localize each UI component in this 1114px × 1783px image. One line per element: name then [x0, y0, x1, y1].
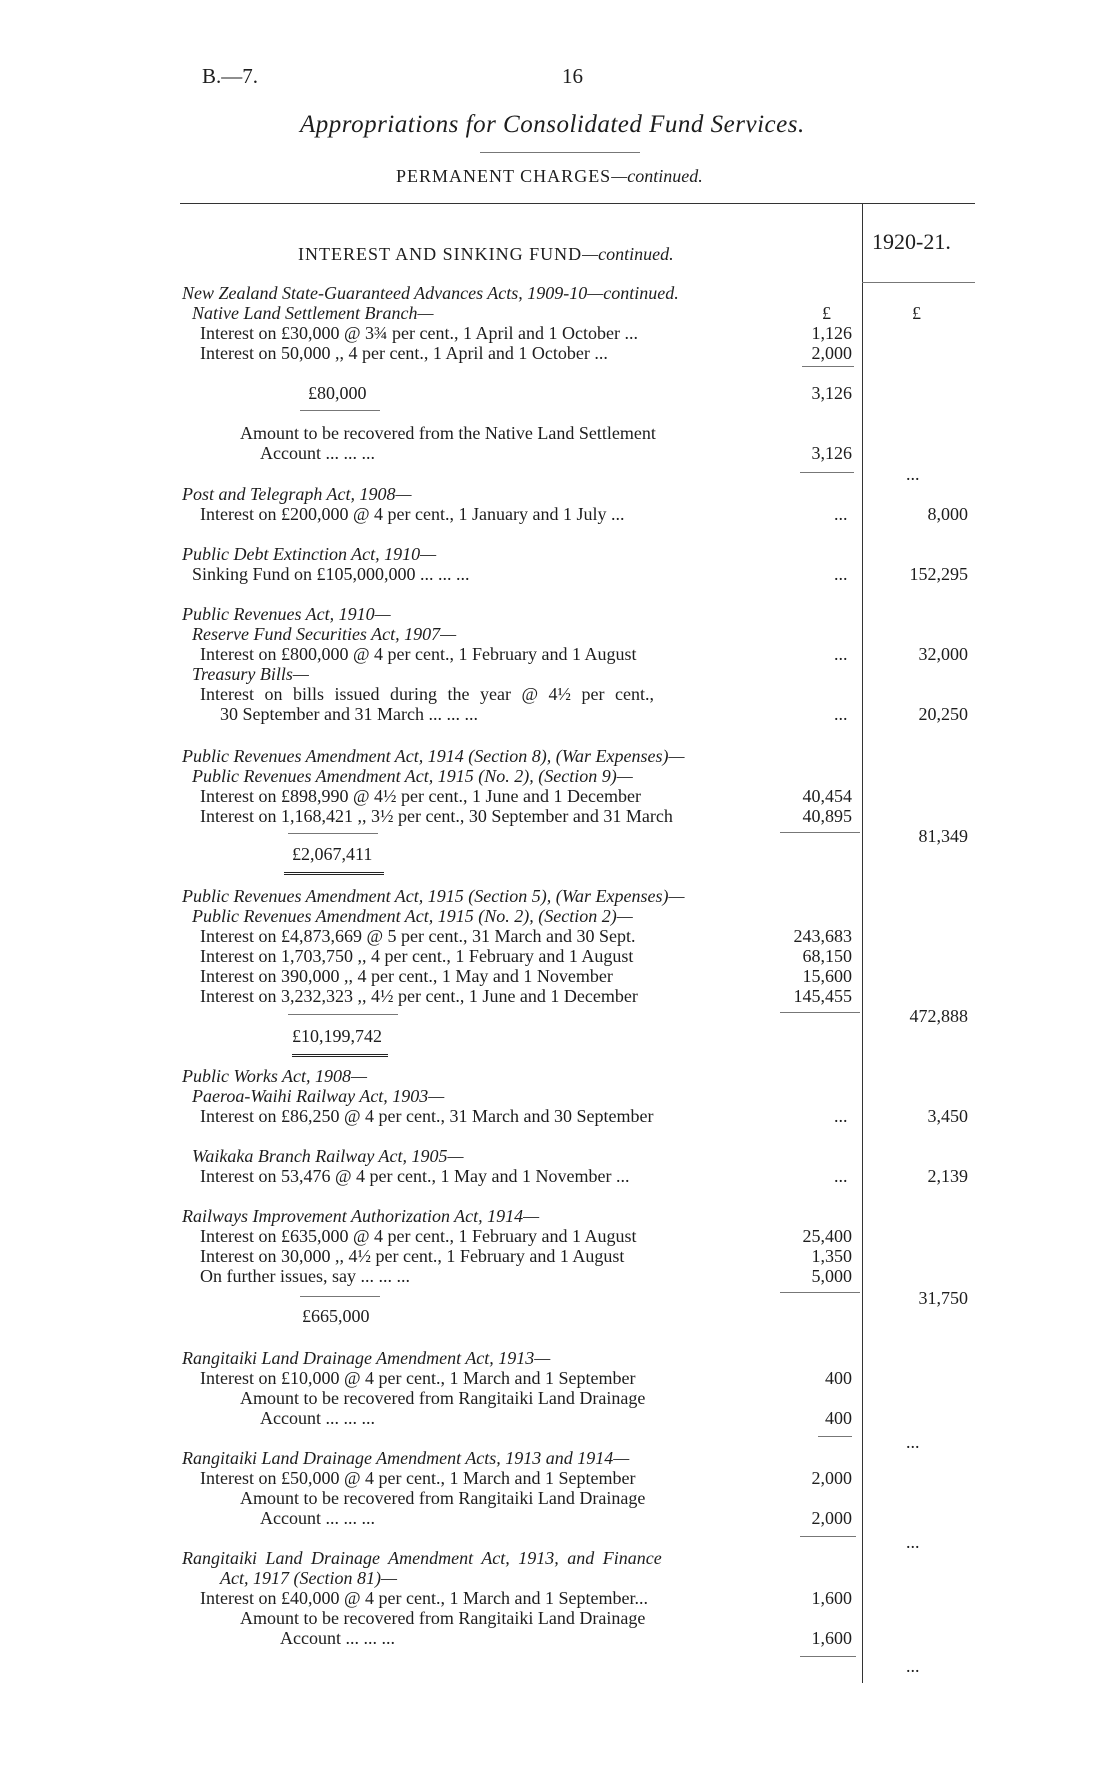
year-value: 8,000 — [927, 504, 968, 524]
leader-dots: ... — [834, 704, 848, 724]
act-heading: Public Works Act, 1908— — [182, 1066, 367, 1086]
act-heading: Railways Improvement Authorization Act, 1914— — [182, 1206, 540, 1226]
act-heading: Rangitaiki Land Drainage Amendment Act, 1913— — [182, 1348, 551, 1368]
act-heading: New Zealand State-Guaranteed Advances Acts, 1909-10—continued. — [182, 283, 679, 303]
line-item: On further issues, say ... ... ... — [200, 1266, 410, 1286]
currency-symbol-left: £ — [822, 303, 831, 323]
subtotal-rule — [800, 472, 854, 473]
principal-rule — [288, 833, 378, 834]
year-value: ... — [906, 1432, 920, 1452]
line-value: 2,000 — [811, 343, 852, 363]
principal-total: £2,067,411 — [292, 844, 373, 864]
year-column-divider — [862, 203, 863, 1683]
act-heading: Public Revenues Amendment Act, 1915 (Section 5), (War Expenses)— — [182, 886, 685, 906]
act-heading: Rangitaiki Land Drainage Amendment Act, 1913, and Finance — [182, 1548, 662, 1568]
title-rule — [480, 152, 640, 153]
line-value: 5,000 — [811, 1266, 852, 1286]
line-item: Amount to be recovered from Rangitaiki Land Drainage — [240, 1608, 646, 1628]
line-item: Interest on £10,000 @ 4 per cent., 1 March and 1 September — [200, 1368, 636, 1388]
subtotal-rule — [780, 1292, 860, 1293]
page-title: Appropriations for Consolidated Fund Services. — [300, 111, 805, 138]
line-item: Interest on 50,000 ,, 4 per cent., 1 April and 1 October ... — [200, 343, 608, 363]
sub-heading: Paeroa-Waihi Railway Act, 1903— — [192, 1086, 445, 1106]
year-header-rule — [862, 282, 975, 283]
line-item: Interest on £898,990 @ 4½ per cent., 1 June and 1 December — [200, 786, 641, 806]
year-value: 32,000 — [918, 644, 968, 664]
line-value: 40,895 — [802, 806, 852, 826]
sub-heading: Reserve Fund Securities Act, 1907— — [192, 624, 457, 644]
line-item: Amount to be recovered from Rangitaiki Land Drainage — [240, 1488, 646, 1508]
page-number: 16 — [562, 64, 583, 88]
currency-symbol-right: £ — [912, 303, 921, 323]
line-value: 145,455 — [793, 986, 852, 1006]
line-value: 15,600 — [802, 966, 852, 986]
subtotal-rule — [780, 1012, 860, 1013]
line-value: 25,400 — [802, 1226, 852, 1246]
line-item: Interest on bills issued during the year @ 4½ per cent., — [200, 684, 654, 704]
line-value: 1,350 — [811, 1246, 852, 1266]
line-item: Interest on 3,232,323 ,, 4½ per cent., 1 June and 1 December — [200, 986, 638, 1006]
principal-total: £665,000 — [302, 1306, 370, 1326]
line-item: Interest on £86,250 @ 4 per cent., 31 March and 30 September — [200, 1106, 654, 1126]
principal-total: £10,199,742 — [292, 1026, 382, 1046]
principal-double-rule — [292, 1054, 388, 1057]
line-item: Interest on £30,000 @ 3¾ per cent., 1 April and 1 October ... — [200, 323, 638, 343]
table-section-title — [298, 244, 674, 264]
table-top-rule — [180, 203, 975, 204]
line-item: Amount to be recovered from Rangitaiki Land Drainage — [240, 1388, 646, 1408]
line-value: 1,600 — [811, 1588, 852, 1608]
line-item: Interest on 390,000 ,, 4 per cent., 1 May and 1 November — [200, 966, 613, 986]
line-item: Interest on 53,476 @ 4 per cent., 1 May and 1 November ... — [200, 1166, 630, 1186]
leader-dots: ... — [834, 1166, 848, 1186]
act-heading: Public Revenues Act, 1910— — [182, 604, 391, 624]
year-value: 472,888 — [909, 1006, 968, 1026]
line-value: 400 — [825, 1368, 852, 1388]
year-column-header: 1920-21. — [872, 229, 951, 254]
line-value: 3,126 — [811, 443, 852, 463]
subtitle-main: PERMANENT CHARGES — [396, 166, 612, 186]
year-value: ... — [906, 1656, 920, 1676]
leader-dots: ... — [834, 564, 848, 584]
section-title-continued: —continued. — [582, 244, 674, 264]
line-value: 40,454 — [802, 786, 852, 806]
subtotal-rule — [802, 366, 854, 367]
section-title-main: INTEREST AND SINKING FUND — [298, 244, 583, 264]
line-item: Interest on £200,000 @ 4 per cent., 1 January and 1 July ... — [200, 504, 625, 524]
line-value: 2,000 — [811, 1468, 852, 1488]
act-heading: Post and Telegraph Act, 1908— — [182, 484, 412, 504]
sub-heading: Treasury Bills— — [192, 664, 309, 684]
subtitle-continued: —continued. — [611, 166, 703, 186]
line-item: Account ... ... ... — [280, 1628, 395, 1648]
year-value: 31,750 — [918, 1288, 968, 1308]
sub-heading: Public Revenues Amendment Act, 1915 (No. 2), (Section 9)— — [192, 766, 633, 786]
subtotal-rule — [800, 1536, 856, 1537]
act-heading: Public Revenues Amendment Act, 1914 (Section 8), (War Expenses)— — [182, 746, 685, 766]
line-value: 1,126 — [811, 323, 852, 343]
line-item: Interest on £800,000 @ 4 per cent., 1 February and 1 August — [200, 644, 637, 664]
year-value: 152,295 — [909, 564, 968, 584]
year-value: 20,250 — [918, 704, 968, 724]
line-item: Interest on 1,168,421 ,, 3½ per cent., 30 September and 31 March — [200, 806, 673, 826]
line-value: 1,600 — [811, 1628, 852, 1648]
line-item: 30 September and 31 March ... ... ... — [220, 704, 478, 724]
line-item: Sinking Fund on £105,000,000 ... ... ... — [192, 564, 470, 584]
principal-total: £80,000 — [308, 383, 367, 403]
document-reference: B.—7. — [202, 64, 259, 88]
line-item: Account ... ... ... — [260, 1508, 375, 1528]
subtotal-value: 3,126 — [811, 383, 852, 403]
section-subtitle — [396, 166, 703, 186]
line-value: 400 — [825, 1408, 852, 1428]
principal-double-rule — [284, 872, 384, 875]
line-value: 68,150 — [802, 946, 852, 966]
year-value: ... — [906, 464, 920, 484]
year-value: ... — [906, 1532, 920, 1552]
line-item: Account ... ... ... — [260, 443, 375, 463]
line-item: Interest on £50,000 @ 4 per cent., 1 March and 1 September — [200, 1468, 636, 1488]
year-value: 2,139 — [927, 1166, 968, 1186]
line-item: Interest on 1,703,750 ,, 4 per cent., 1 February and 1 August — [200, 946, 634, 966]
line-item: Interest on 30,000 ,, 4½ per cent., 1 February and 1 August — [200, 1246, 625, 1266]
sub-heading: Native Land Settlement Branch— — [192, 303, 434, 323]
subtotal-rule — [818, 1436, 852, 1437]
leader-dots: ... — [834, 1106, 848, 1126]
line-item: Interest on £40,000 @ 4 per cent., 1 March and 1 September... — [200, 1588, 648, 1608]
line-value: 2,000 — [811, 1508, 852, 1528]
sub-heading: Act, 1917 (Section 81)— — [220, 1568, 397, 1588]
principal-rule — [288, 1014, 398, 1015]
year-value: 3,450 — [927, 1106, 968, 1126]
subtotal-rule — [800, 1656, 856, 1657]
principal-rule — [300, 410, 380, 411]
act-heading: Public Debt Extinction Act, 1910— — [182, 544, 437, 564]
leader-dots: ... — [834, 644, 848, 664]
line-item: Interest on £635,000 @ 4 per cent., 1 February and 1 August — [200, 1226, 637, 1246]
line-value: 243,683 — [793, 926, 852, 946]
act-heading: Rangitaiki Land Drainage Amendment Acts, 1913 and 1914— — [182, 1448, 630, 1468]
subtotal-rule — [780, 832, 860, 833]
year-value: 81,349 — [918, 826, 968, 846]
line-item: Interest on £4,873,669 @ 5 per cent., 31 March and 30 Sept. — [200, 926, 636, 946]
line-item: Account ... ... ... — [260, 1408, 375, 1428]
line-item: Amount to be recovered from the Native Land Settlement — [240, 423, 656, 443]
principal-rule — [300, 1296, 380, 1297]
sub-heading: Public Revenues Amendment Act, 1915 (No. 2), (Section 2)— — [192, 906, 633, 926]
leader-dots: ... — [834, 504, 848, 524]
act-heading: Waikaka Branch Railway Act, 1905— — [192, 1146, 464, 1166]
